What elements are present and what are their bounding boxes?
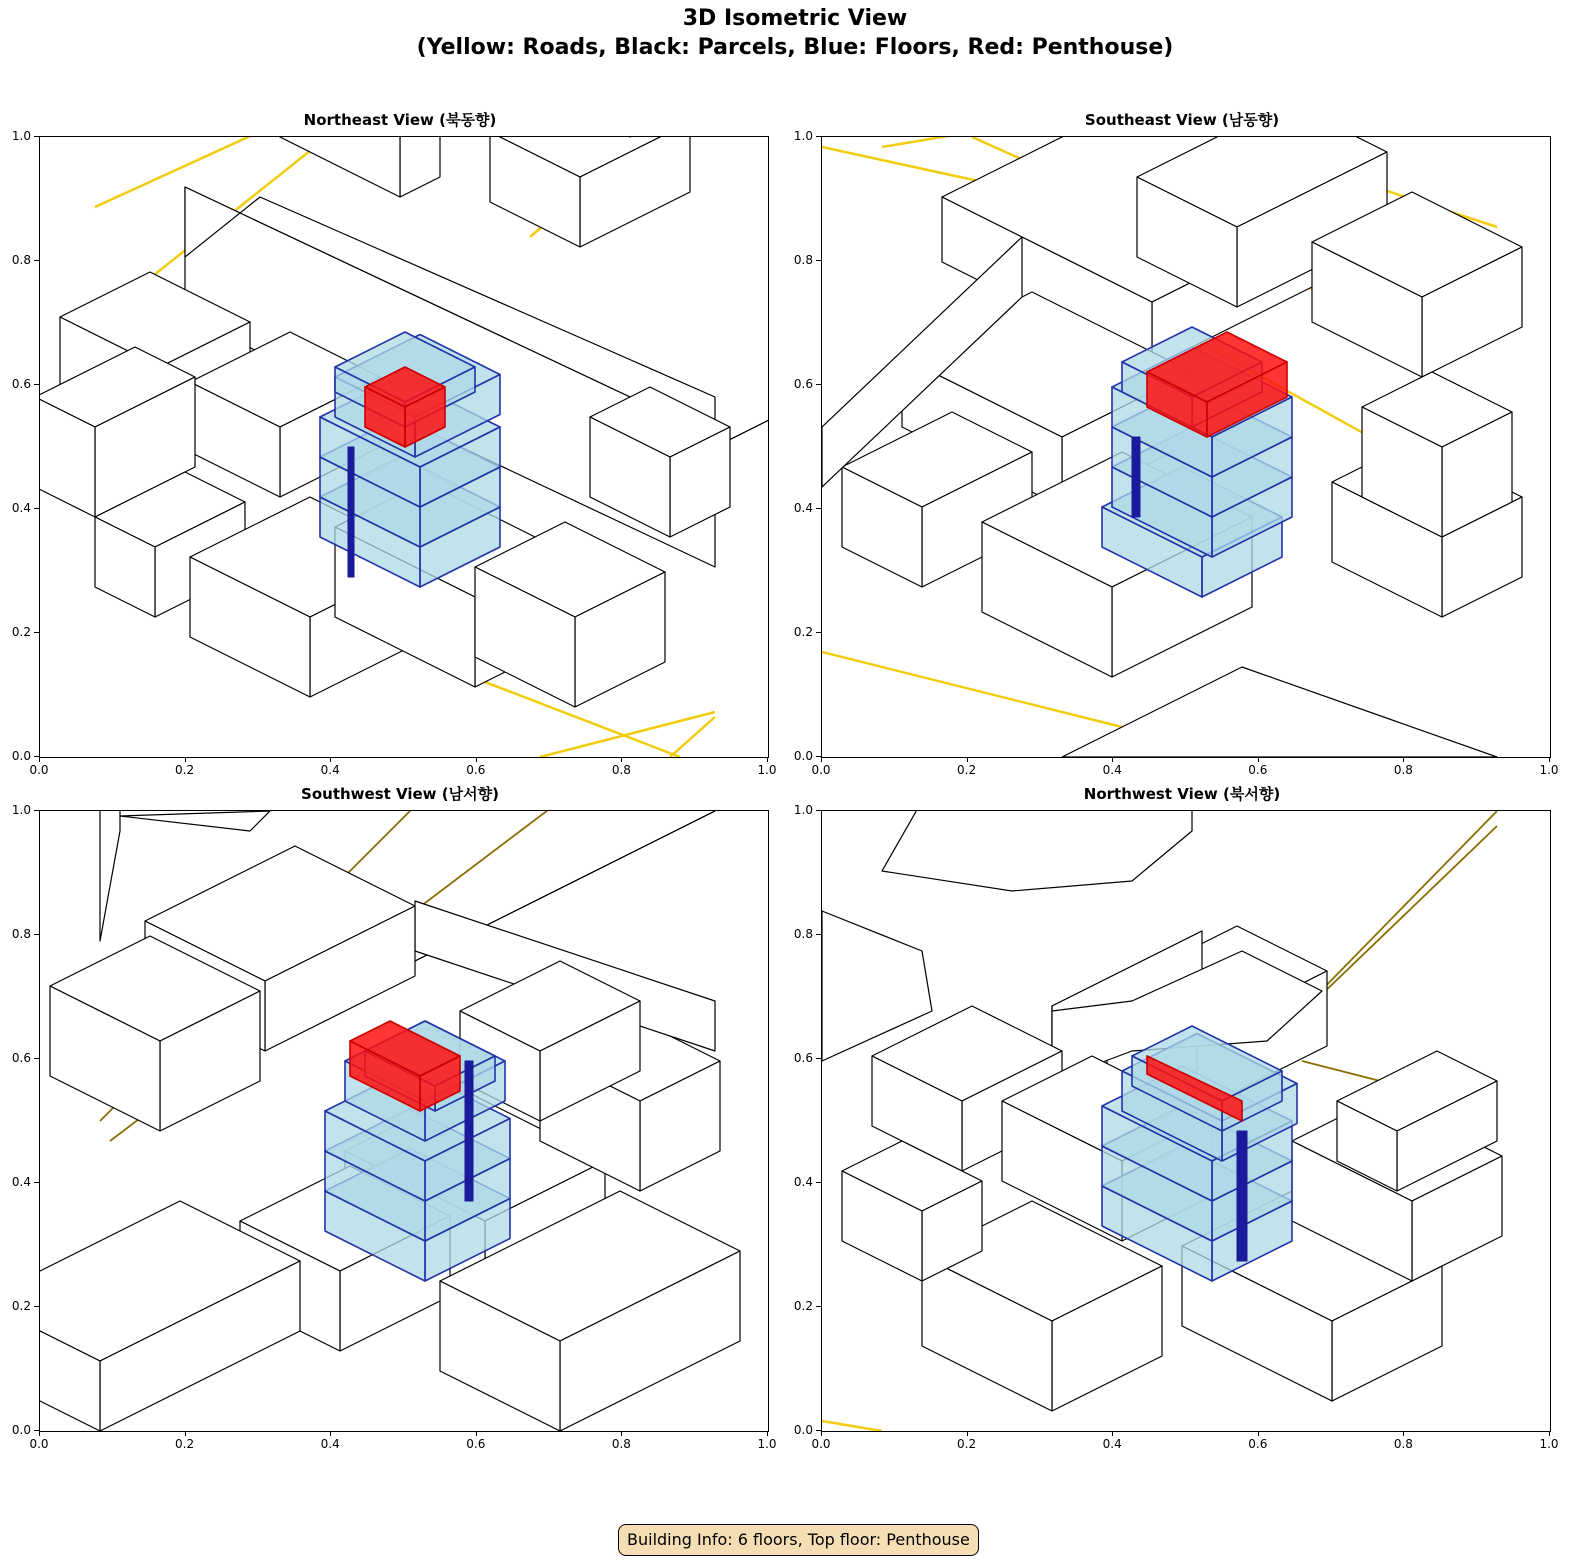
x-tick-mark: [1112, 757, 1113, 762]
y-tick-mark: [34, 934, 39, 935]
x-tick-label: 0.6: [466, 763, 486, 777]
y-tick-label: 0.2: [793, 1299, 813, 1313]
plot-area: [39, 810, 769, 1432]
x-tick-label: 1.0: [1539, 763, 1559, 777]
panel-title: Southwest View (남서향): [301, 785, 499, 803]
x-tick-mark: [1112, 1431, 1113, 1436]
x-tick-label: 0.4: [320, 763, 340, 777]
x-tick-mark: [767, 757, 768, 762]
y-tick-label: 0.4: [793, 1175, 813, 1189]
road-line: [822, 1421, 882, 1431]
parcel-right-face: [715, 197, 768, 447]
y-tick-label: 1.0: [11, 129, 31, 143]
x-tick-mark: [185, 757, 186, 762]
isometric-scene: [822, 811, 1550, 1431]
isometric-scene: [40, 811, 768, 1431]
parcel: [882, 811, 1192, 891]
x-tick-mark: [1549, 1431, 1550, 1436]
parcel: [120, 811, 270, 831]
x-tick-label: 0.6: [466, 1437, 486, 1451]
y-tick-label: 0.6: [793, 377, 813, 391]
y-tick-mark: [816, 934, 821, 935]
x-tick-mark: [767, 1431, 768, 1436]
x-tick-label: 0.8: [1393, 1437, 1413, 1451]
x-tick-mark: [1549, 757, 1550, 762]
x-tick-label: 0.6: [1248, 763, 1268, 777]
x-tick-label: 0.0: [811, 763, 831, 777]
y-tick-mark: [34, 384, 39, 385]
x-tick-label: 0.0: [811, 1437, 831, 1451]
x-tick-label: 0.4: [1102, 763, 1122, 777]
y-tick-label: 1.0: [793, 803, 813, 817]
plot-area: [39, 136, 769, 758]
y-tick-label: 0.4: [11, 501, 31, 515]
x-tick-mark: [821, 1431, 822, 1436]
x-tick-label: 0.6: [1248, 1437, 1268, 1451]
core-shaft: [465, 1061, 473, 1201]
y-tick-mark: [34, 1058, 39, 1059]
road-line: [95, 137, 270, 207]
y-tick-mark: [34, 632, 39, 633]
x-tick-label: 0.0: [29, 1437, 49, 1451]
x-tick-mark: [967, 1431, 968, 1436]
y-tick-mark: [34, 508, 39, 509]
y-tick-label: 0.6: [793, 1051, 813, 1065]
x-tick-mark: [1403, 1431, 1404, 1436]
y-tick-label: 0.0: [11, 749, 31, 763]
figure-title-line-2: (Yellow: Roads, Black: Parcels, Blue: Floors, Red: Penthouse): [416, 35, 1174, 60]
x-tick-mark: [476, 757, 477, 762]
x-tick-label: 0.8: [611, 763, 631, 777]
x-tick-label: 0.2: [957, 1437, 977, 1451]
y-tick-label: 0.0: [793, 1423, 813, 1437]
parcel-right-face: [400, 137, 440, 197]
road-line: [822, 652, 1122, 727]
y-tick-mark: [816, 136, 821, 137]
x-tick-label: 0.2: [957, 763, 977, 777]
panel-title: Southeast View (남동향): [1084, 111, 1280, 129]
x-tick-label: 1.0: [1539, 1437, 1559, 1451]
y-tick-mark: [34, 1306, 39, 1307]
building-info-box: Building Info: 6 floors, Top floor: Penthouse: [618, 1524, 979, 1556]
isometric-scene: [822, 137, 1550, 757]
isometric-scene: [40, 137, 768, 757]
y-tick-label: 0.2: [11, 625, 31, 639]
y-tick-mark: [816, 260, 821, 261]
y-tick-mark: [816, 1182, 821, 1183]
x-tick-mark: [330, 1431, 331, 1436]
figure-title: [0, 4, 1590, 62]
x-tick-mark: [621, 757, 622, 762]
panel-title: Northwest View (북서향): [1083, 785, 1281, 803]
x-tick-mark: [39, 757, 40, 762]
y-tick-label: 0.8: [11, 927, 31, 941]
y-tick-mark: [816, 632, 821, 633]
y-tick-label: 0.4: [793, 501, 813, 515]
plot-area: [821, 136, 1551, 758]
x-tick-mark: [185, 1431, 186, 1436]
x-tick-mark: [39, 1431, 40, 1436]
y-tick-label: 0.6: [11, 1051, 31, 1065]
core-shaft: [1132, 437, 1140, 517]
x-tick-mark: [967, 757, 968, 762]
y-tick-mark: [34, 810, 39, 811]
x-tick-mark: [476, 1431, 477, 1436]
core-shaft: [348, 447, 354, 577]
x-tick-label: 0.4: [1102, 1437, 1122, 1451]
parcel-left-face: [260, 137, 400, 197]
parcel-top: [715, 197, 768, 447]
core-shaft: [1237, 1131, 1247, 1261]
y-tick-label: 0.0: [11, 1423, 31, 1437]
y-tick-mark: [34, 136, 39, 137]
x-tick-mark: [1403, 757, 1404, 762]
parcel: [1062, 667, 1497, 757]
x-tick-mark: [821, 757, 822, 762]
x-tick-mark: [330, 757, 331, 762]
figure-title-line-1: 3D Isometric View: [682, 6, 908, 31]
parcel: [100, 811, 120, 941]
y-tick-label: 0.8: [11, 253, 31, 267]
y-tick-label: 1.0: [793, 129, 813, 143]
x-tick-label: 1.0: [757, 1437, 777, 1451]
x-tick-label: 0.4: [320, 1437, 340, 1451]
y-tick-label: 0.8: [793, 927, 813, 941]
x-tick-label: 0.2: [175, 763, 195, 777]
y-tick-mark: [816, 810, 821, 811]
x-tick-label: 0.8: [1393, 763, 1413, 777]
x-tick-mark: [1258, 757, 1259, 762]
x-tick-label: 0.8: [611, 1437, 631, 1451]
y-tick-label: 0.8: [793, 253, 813, 267]
panel-title: Northeast View (북동향): [303, 111, 497, 129]
y-tick-mark: [34, 1182, 39, 1183]
x-tick-label: 0.2: [175, 1437, 195, 1451]
y-tick-label: 0.2: [793, 625, 813, 639]
x-tick-mark: [621, 1431, 622, 1436]
y-tick-mark: [34, 260, 39, 261]
y-tick-label: 1.0: [11, 803, 31, 817]
y-tick-label: 0.0: [793, 749, 813, 763]
y-tick-label: 0.6: [11, 377, 31, 391]
x-tick-label: 1.0: [757, 763, 777, 777]
x-tick-label: 0.0: [29, 763, 49, 777]
y-tick-mark: [816, 508, 821, 509]
road-line: [540, 712, 715, 757]
y-tick-label: 0.2: [11, 1299, 31, 1313]
x-tick-mark: [1258, 1431, 1259, 1436]
y-tick-mark: [816, 1306, 821, 1307]
y-tick-mark: [816, 1058, 821, 1059]
plot-area: [821, 810, 1551, 1432]
y-tick-label: 0.4: [11, 1175, 31, 1189]
y-tick-mark: [816, 384, 821, 385]
